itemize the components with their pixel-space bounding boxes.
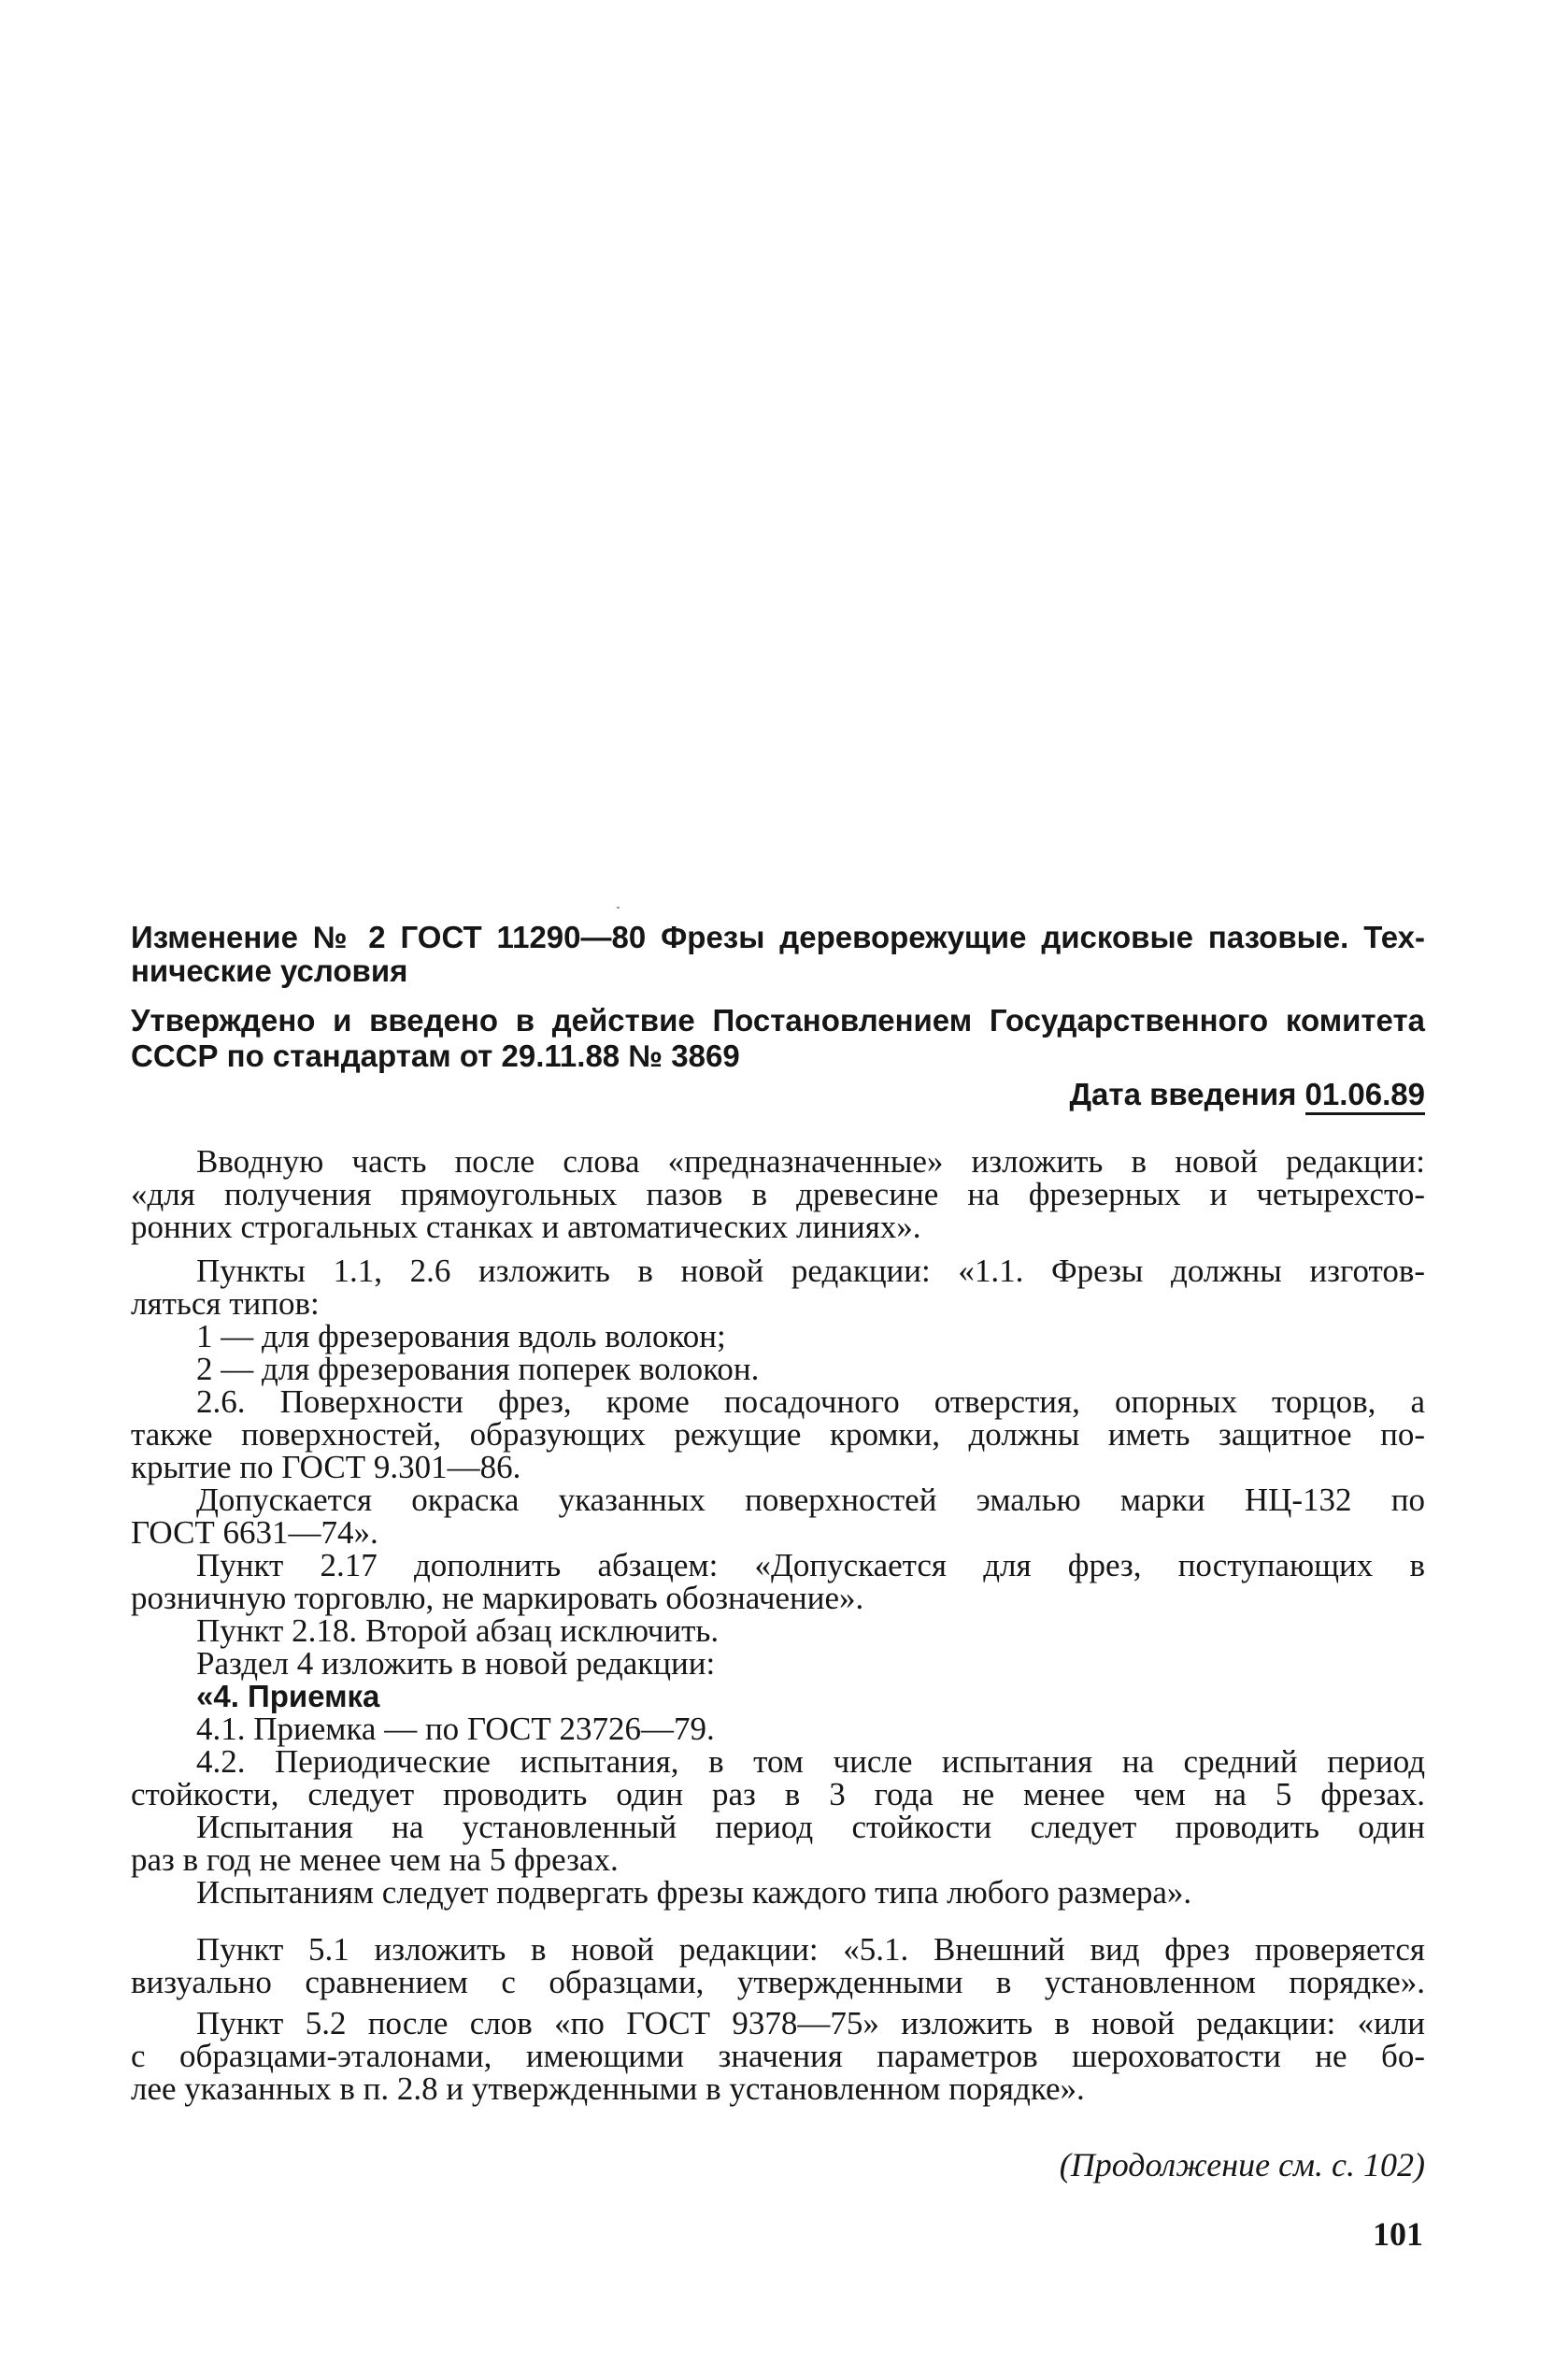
body-line: ГОСТ 6631—74». (131, 1514, 378, 1551)
body-line: визуально сравнением с образцами, утвержденными в установленном порядке». (131, 1964, 1425, 2000)
body-line: крытие по ГОСТ 9.301—86. (131, 1449, 521, 1485)
approval-line: Утверждено и введено в действие Постановлением Государственного комитета (131, 1003, 1425, 1038)
body-line: с образцами-эталонами, имеющими значения параметров шероховатости не бо- (131, 2038, 1425, 2074)
body-line: лее указанных в п. 2.8 и утвержденными в установленном порядке». (131, 2070, 1085, 2107)
body-line: раз в год не менее чем на 5 фрезах. (131, 1841, 619, 1878)
continuation-note: (Продолжение см. с. 102) (1059, 2146, 1425, 2184)
approval-line: СССР по стандартам от 29.11.88 № 3869 (131, 1038, 740, 1073)
body-line: Пункт 2.17 дополнить абзацем: «Допускается для фрез, поступающих в (196, 1547, 1425, 1583)
document-title (131, 921, 1425, 988)
effective-date-value: 01.06.89 (1305, 1077, 1425, 1115)
body-line: Пункт 5.2 после слов «по ГОСТ 9378—75» изложить в новой редакции: «или (196, 2005, 1425, 2041)
effective-date (1070, 1077, 1425, 1112)
title-line: нические условия (131, 953, 408, 988)
body-line: ронних строгальных станках и автоматических линиях». (131, 1209, 921, 1245)
body-line: также поверхностей, образующих режущие кромки, должны иметь защитное по- (131, 1416, 1425, 1453)
body-line: «для получения прямоугольных пазов в древесине на фрезерных и четырехсто- (131, 1176, 1425, 1212)
scan-artifact (617, 907, 620, 909)
body-line: 2 — для фрезерования поперек волокон. (196, 1351, 760, 1387)
body-line: Пункты 1.1, 2.6 изложить в новой редакции: «1.1. Фрезы должны изготов- (196, 1253, 1425, 1289)
body-line: розничную торговлю, не маркировать обозначение». (131, 1580, 864, 1616)
body-line: 1 — для фрезерования вдоль волокон; (196, 1318, 726, 1354)
body-group-5-1 (131, 1933, 1425, 1998)
body-line: Вводную часть после слова «предназначенные» изложить в новой редакции: (196, 1143, 1425, 1180)
body-line: 4.1. Приемка — по ГОСТ 23726—79. (196, 1711, 715, 1747)
body-line: Пункт 2.18. Второй абзац исключить. (196, 1612, 720, 1649)
body-line: Допускается окраска указанных поверхностей эмалью марки НЦ-132 по (196, 1482, 1425, 1518)
section-heading: «4. Приемка (196, 1679, 380, 1713)
page-number: 101 (1373, 2215, 1423, 2253)
body-group-intro (131, 1145, 1425, 1243)
body-line: Испытания на установленный период стойкости следует проводить один (196, 1809, 1425, 1845)
body-line: 2.6. Поверхности фрез, кроме посадочного отверстия, опорных торцов, а (196, 1383, 1425, 1420)
body-line: Раздел 4 изложить в новой редакции: (196, 1645, 716, 1682)
body-group-5-2 (131, 2007, 1425, 2105)
title-line: Изменение № 2 ГОСТ 11290—80 Фрезы дереворежущие дисковые пазовые. Тех- (131, 920, 1425, 954)
body-line: 4.2. Периодические испытания, в том числе испытания на средний период (196, 1743, 1425, 1780)
body-line: ляться типов: (131, 1285, 320, 1322)
body-line: стойкости, следует проводить один раз в 3 года не менее чем на 5 фрезах. (131, 1776, 1425, 1812)
effective-date-label: Дата введения (1069, 1077, 1297, 1111)
body-group-main (131, 1254, 1425, 1909)
body-line: Испытаниям следует подвергать фрезы каждого типа любого размера». (196, 1874, 1192, 1911)
approval-statement (131, 1003, 1425, 1074)
body-line: Пункт 5.1 изложить в новой редакции: «5.1. Внешний вид фрез проверяется (196, 1931, 1425, 1968)
